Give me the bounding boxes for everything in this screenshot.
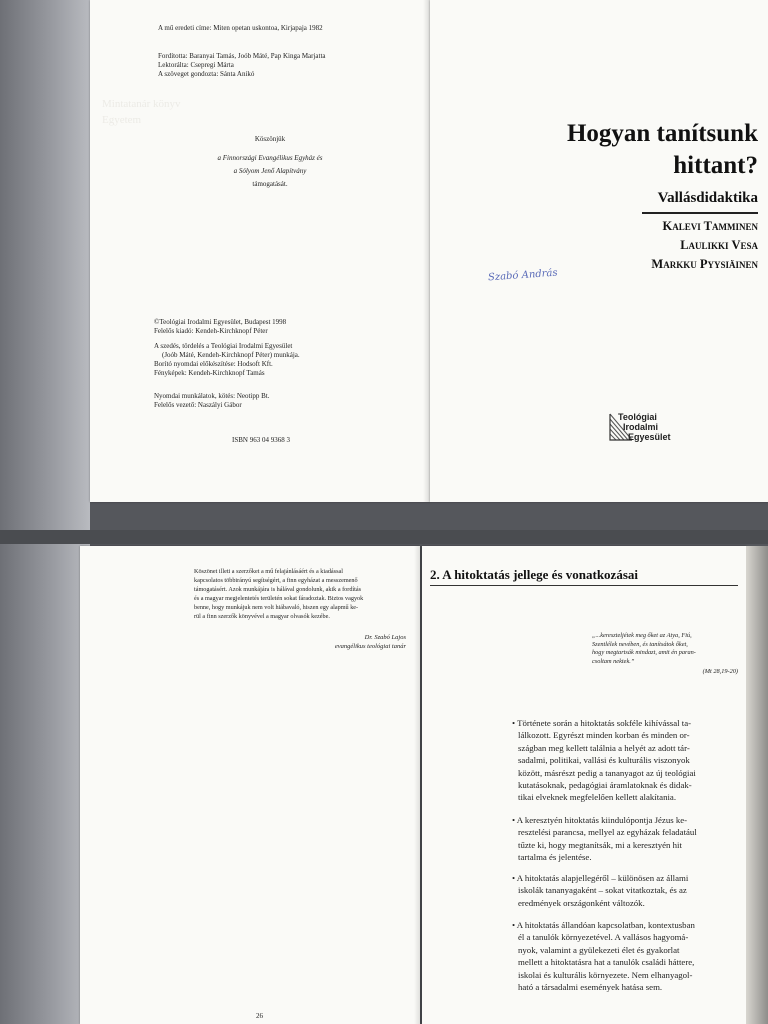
book-edge-top [0, 0, 90, 540]
logo-line-3: Egyesület [628, 432, 671, 442]
bullet-line: resztelési parancsa, mellyel az egyházak feladatául [518, 827, 697, 838]
ack-line: rül a finn szerzők könyvével a magyar olvasók kezébe. [194, 613, 330, 620]
bullet-line: • A hitoktatás állandóan kapcsolatban, kontextusban [512, 920, 695, 930]
ack-line: és a magyar megjelentetés területén sokat fáradoztak. Biztos vagyok [194, 595, 364, 602]
next-page-edge [746, 546, 768, 1024]
ack-line: benne, hogy munkájuk nem volt hiábavaló, hiszen egy alapmű ke- [194, 604, 359, 611]
bullet-item [512, 717, 744, 804]
original-title: A mű eredeti címe: Miten opetan uskontoa, Kirjapaja 1982 [158, 24, 323, 32]
book-subtitle: Vallásdidaktika [657, 190, 758, 206]
quote-reference: (Mt 28,19-20) [702, 668, 738, 675]
author-2: Laulikki Vesa [680, 238, 758, 252]
spread-separator [0, 530, 768, 544]
quote-line: csoltam nektek.” [592, 658, 635, 666]
bullet-line: között, másrészt pedig a tananyagot az új teológiai [518, 767, 696, 778]
isbn: ISBN 963 04 9368 3 [232, 436, 290, 444]
bullet-item [512, 814, 744, 864]
bullet-line: mellett a hitoktatásra hat a tanulók családi háttere, [518, 957, 695, 968]
page-number: 26 [256, 1012, 263, 1020]
bullet-line: sadalmi, politikai, vallási és kulturális viszonyok [518, 755, 690, 766]
ghost-text-2: Egyetem [102, 114, 142, 126]
cover-line: Borító nyomdai előkészítése: Hodsoft Kft. [154, 360, 273, 368]
bullet-line: lálkozott. Egyrészt minden korban és minden or- [518, 730, 690, 741]
thanks-line-3: támogatását. [252, 180, 288, 188]
lector: Lektorálta: Csepregi Márta [158, 61, 234, 69]
bullet-line: iskolák tananyagaként – sokat vitatkoztak, és az [518, 885, 687, 896]
bullet-line: tikai elveknek megfelelően kellett alakítania. [518, 792, 677, 803]
thanks-line-2: a Sólyom Jenő Alapítvány [233, 167, 307, 175]
signer-title: evangélikus teológiai tanár [334, 643, 406, 650]
handwritten-signature: Szabó András [487, 267, 558, 284]
thanks-heading: Köszönjük [254, 135, 286, 143]
quote-line: Szentlélek nevében, és tanítsátok őket, [592, 640, 688, 648]
bullet-line: iskolai és kulturális környezete. Nem elhanyagol- [518, 969, 693, 980]
ghost-text-1: Mintatanár könyv [102, 98, 181, 110]
publisher-line: Felelős kiadó: Kendeh-Kirchknopf Péter [154, 327, 268, 335]
photos-line: Fényképek: Kendeh-Kirchknopf Tamás [154, 369, 265, 377]
bullet-line: eredmények országonként változók. [518, 897, 645, 908]
bullet-line: ható a társadalmi események hatása sem. [518, 982, 663, 993]
ack-line: Köszönet illeti a szerzőket a mű felajánlásáért és a kiadással [194, 568, 343, 575]
logo-line-1: Teológiai [618, 412, 657, 422]
ack-line: támogatásért. Azok munkájára is hálával gondolunk, akik a fordítás [194, 586, 362, 593]
ack-line: kapcsolatos többirányú segítségért, a finn egyházat a messzemenő [194, 577, 358, 584]
thanks-line-1: a Finnországi Evangélikus Egyház és [217, 154, 323, 162]
signer-name: Dr. Szabó Lajos [364, 634, 406, 641]
bullet-line: tűzte ki, hogy megtanítsák, mi a keresztyén hit [518, 839, 682, 850]
acknowledgement-text [194, 567, 406, 621]
bullet-line: kutatásoknak, pedagógiai áramlatoknak és didak- [518, 780, 692, 791]
author-3: Markku Pyysiäinen [651, 257, 758, 271]
bullet-item [512, 872, 744, 909]
author-1: Kalevi Tamminen [662, 219, 758, 233]
editor: A szöveget gondozta: Sánta Anikó [158, 70, 255, 78]
copyright-line: ©Teológiai Irodalmi Egyesület, Budapest 1998 [154, 318, 287, 326]
chapter-rule [430, 585, 738, 586]
book-title-line-1: Hogyan tanítsunk [566, 120, 758, 147]
chapter-page [422, 546, 746, 1024]
title-page [430, 0, 768, 502]
bullet-line: • A keresztyén hitoktatás kiindulópontja Jézus ke- [512, 815, 688, 825]
bullet-line: • A hitoktatás alapjellegéről – különösen az állami [512, 873, 689, 883]
typesetting-line-1: A szedés, tördelés a Teológiai Irodalmi Egyesület [154, 342, 293, 350]
bullet-line: • Története során a hitoktatás sokféle kihívással ta- [512, 718, 692, 728]
title-rule [642, 212, 758, 214]
acknowledgement-page [80, 546, 420, 1024]
manager-line: Felelős vezető: Naszályi Gábor [154, 401, 242, 409]
quote-line: „...kereszteljétek meg őket az Atya, Fiú, [592, 632, 692, 639]
copyright-page [90, 0, 430, 502]
chapter-title: 2. A hitoktatás jellege és vonatkozásai [430, 567, 638, 582]
printing-line: Nyomdai munkálatok, kötés: Neotipp Bt. [154, 392, 270, 400]
typesetting-line-2: (Joób Máté, Kendeh-Kirchknopf Péter) munkája. [162, 351, 300, 359]
bullet-item [512, 919, 744, 993]
logo-line-2: Irodalmi [623, 422, 659, 432]
translators: Fordította: Baranyai Tamás, Joób Máté, Pap Kinga Marjatta [158, 52, 326, 60]
quote-line: hogy megtartsák mindazt, amit én paran- [592, 649, 696, 657]
book-edge-bottom [0, 544, 90, 1024]
epigraph [592, 632, 738, 667]
bullet-line: él a tanulók környezetével. A vallásos hagyomá- [518, 932, 689, 943]
bullet-line: szágban meg kellett találnia a helyét az adott tár- [518, 742, 690, 753]
book-title-line-2: hittant? [673, 152, 758, 179]
bullet-line: nyok, valamint a gyülekezeti élet és gyakorlat [518, 944, 680, 955]
bullet-line: tartalma és jelentése. [518, 852, 592, 863]
